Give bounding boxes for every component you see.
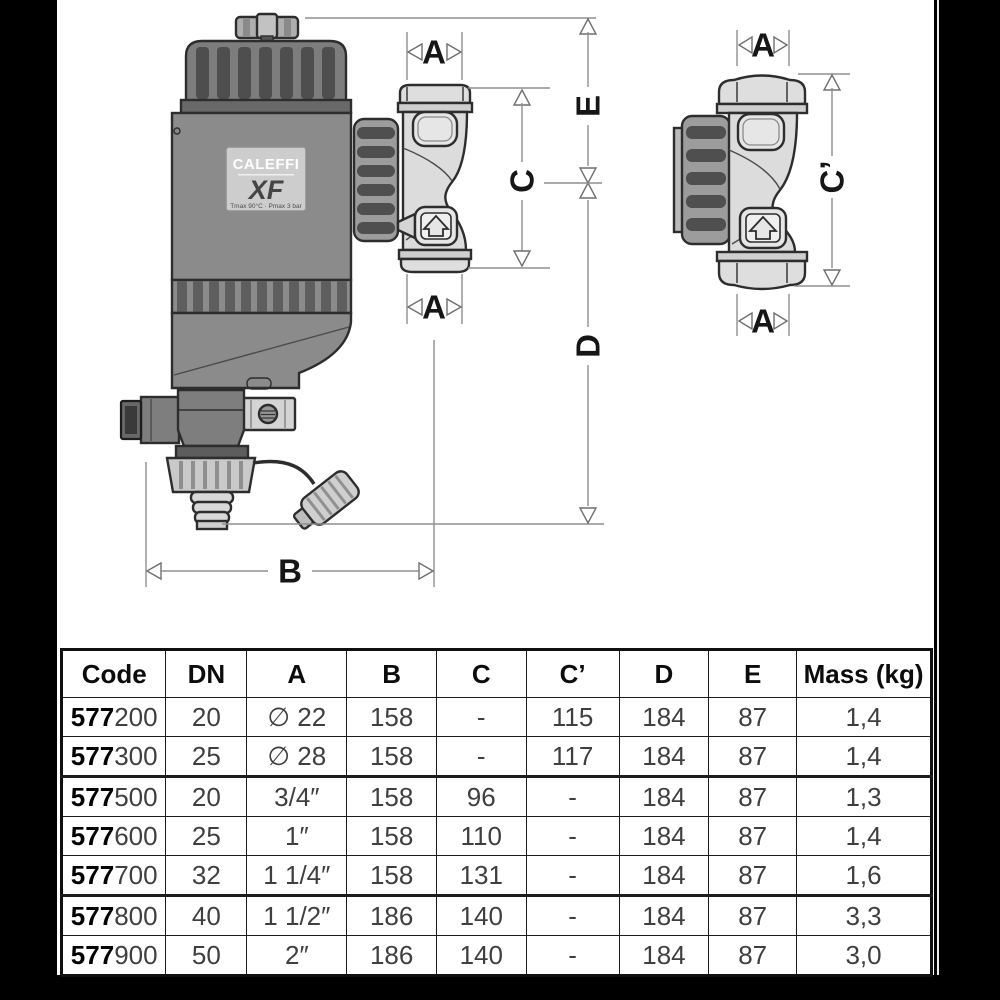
flow-arrow-icon [740, 208, 786, 248]
product-code [62, 936, 166, 976]
cell-a: 1″ [247, 817, 347, 856]
cell-c: 131 [436, 856, 526, 896]
filter-body [172, 113, 351, 280]
cell-mass: 1,4 [797, 698, 932, 737]
flow-arrow-icon [415, 207, 457, 245]
valve-compression-drawing [674, 76, 807, 290]
cell-e: 87 [709, 817, 797, 856]
dim-label-d: D [569, 334, 607, 358]
header-d: D [619, 650, 709, 698]
code-prefix: 577 [70, 900, 115, 931]
valve-right [717, 76, 807, 290]
code-prefix: 577 [70, 781, 115, 812]
union-nut [354, 119, 398, 241]
cell-mass: 1,4 [797, 817, 932, 856]
product-code [62, 777, 166, 817]
dim-label-c: C [503, 169, 541, 193]
code-suffix: 600 [114, 820, 158, 851]
cell-dn: 25 [166, 737, 247, 777]
valve-left [398, 85, 472, 272]
cell-a: 3/4″ [247, 777, 347, 817]
code-prefix: 577 [70, 701, 115, 732]
cell-c-prime: - [526, 936, 619, 976]
spec-text: Tmax 90°C · Pmax 3 bar [230, 203, 302, 210]
table-row [62, 936, 932, 976]
filter-unit-drawing [121, 14, 472, 535]
cell-mass: 3,3 [797, 896, 932, 936]
cell-c: - [436, 737, 526, 777]
cell-e: 87 [709, 896, 797, 936]
code-suffix: 500 [114, 781, 158, 812]
header-mass: Mass (kg) [797, 650, 932, 698]
code-suffix: 700 [114, 859, 158, 890]
dimension-table [60, 648, 933, 977]
code-suffix: 300 [114, 740, 158, 771]
cell-b: 158 [347, 777, 437, 817]
table-row [62, 817, 932, 856]
cell-a: ∅ 22 [247, 698, 347, 737]
dim-label-a-top: A [751, 26, 775, 64]
dim-label-a-bottom: A [422, 288, 446, 326]
header-dn: DN [166, 650, 247, 698]
cell-d: 184 [619, 936, 709, 976]
cell-e: 87 [709, 856, 797, 896]
cell-d: 184 [619, 896, 709, 936]
table-header-row [62, 650, 932, 698]
product-code [62, 856, 166, 896]
header-c: C [436, 650, 526, 698]
dim-label-a-bottom: A [751, 302, 775, 340]
cell-c: - [436, 698, 526, 737]
table-row [62, 896, 932, 936]
code-prefix: 577 [70, 820, 115, 851]
dim-label-a-top: A [422, 33, 446, 71]
product-code [62, 817, 166, 856]
code-prefix: 577 [70, 859, 115, 890]
model-text: XF [248, 175, 284, 205]
header-code: Code [62, 650, 166, 698]
cell-b: 186 [347, 936, 437, 976]
ribbed-cap [181, 41, 351, 113]
cell-d: 184 [619, 817, 709, 856]
header-b: B [347, 650, 437, 698]
cell-d: 184 [619, 856, 709, 896]
cell-dn: 25 [166, 817, 247, 856]
code-suffix: 800 [114, 900, 158, 931]
cell-c-prime: 115 [526, 698, 619, 737]
cell-c: 110 [436, 817, 526, 856]
brand-text: CALEFFI [232, 156, 300, 173]
code-prefix: 577 [70, 939, 115, 970]
cell-e: 87 [709, 777, 797, 817]
cell-c-prime: - [526, 856, 619, 896]
cell-mass: 1,4 [797, 737, 932, 777]
table-row [62, 698, 932, 737]
cell-dn: 20 [166, 777, 247, 817]
table-row [62, 856, 932, 896]
cell-b: 158 [347, 698, 437, 737]
product-code [62, 737, 166, 777]
header-e: E [709, 650, 797, 698]
cell-dn: 20 [166, 698, 247, 737]
cell-d: 184 [619, 698, 709, 737]
cell-e: 87 [709, 936, 797, 976]
cell-a: 1 1/2″ [247, 896, 347, 936]
compression-nut [682, 116, 730, 244]
header-a: A [247, 650, 347, 698]
cell-b: 158 [347, 856, 437, 896]
drain-valve [167, 390, 255, 529]
product-code [62, 896, 166, 936]
cell-mass: 3,0 [797, 936, 932, 976]
cell-c-prime: - [526, 777, 619, 817]
rib-band [172, 280, 351, 313]
brand-label [226, 147, 306, 211]
table-row [62, 737, 932, 777]
code-prefix: 577 [70, 740, 115, 771]
cell-d: 184 [619, 737, 709, 777]
dim-label-b: B [278, 552, 302, 590]
table-row [62, 777, 932, 817]
code-suffix: 200 [114, 701, 158, 732]
cell-e: 87 [709, 698, 797, 737]
cell-dn: 32 [166, 856, 247, 896]
cell-e: 87 [709, 737, 797, 777]
cell-c: 96 [436, 777, 526, 817]
cell-b: 186 [347, 896, 437, 936]
cell-c: 140 [436, 896, 526, 936]
product-code [62, 698, 166, 737]
code-suffix: 900 [114, 939, 158, 970]
cell-b: 158 [347, 817, 437, 856]
cell-c: 140 [436, 936, 526, 976]
cell-a: ∅ 28 [247, 737, 347, 777]
cell-dn: 40 [166, 896, 247, 936]
cell-dn: 50 [166, 936, 247, 976]
cell-c-prime: - [526, 817, 619, 856]
cell-c-prime: - [526, 896, 619, 936]
cell-b: 158 [347, 737, 437, 777]
dim-label-e: E [569, 94, 607, 118]
cell-mass: 1,6 [797, 856, 932, 896]
top-knob [236, 14, 298, 42]
cell-a: 1 1/4″ [247, 856, 347, 896]
cell-d: 184 [619, 777, 709, 817]
header-c-prime: C’ [526, 650, 619, 698]
cell-mass: 1,3 [797, 777, 932, 817]
cell-a: 2″ [247, 936, 347, 976]
side-fitting [121, 397, 179, 443]
cell-c-prime: 117 [526, 737, 619, 777]
dim-label-c-prime: C’ [813, 160, 851, 194]
